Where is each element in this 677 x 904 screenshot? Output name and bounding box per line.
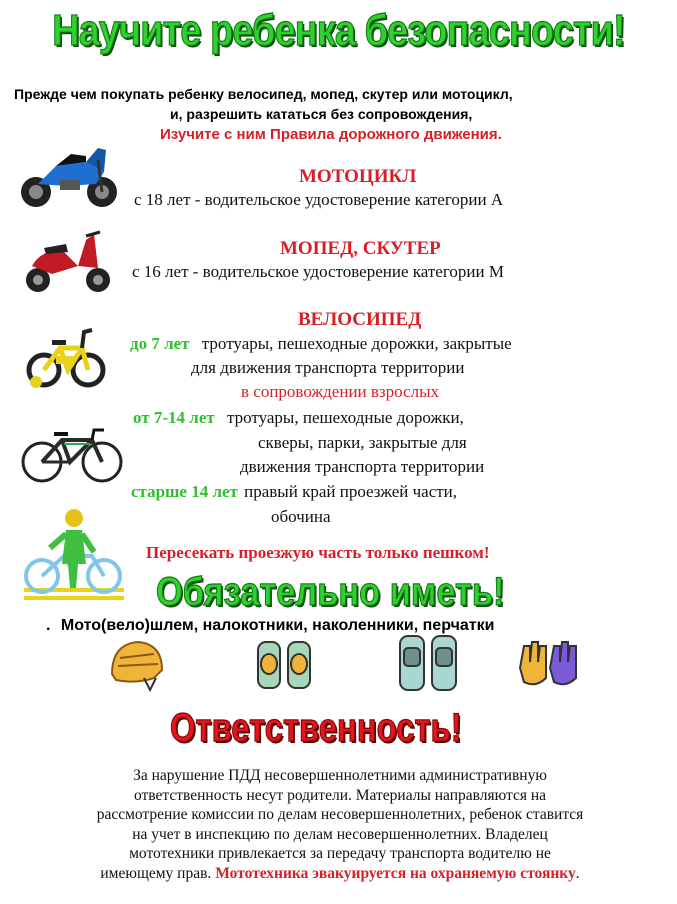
- bike-under-7-text-2: для движения транспорта территории: [191, 358, 465, 377]
- elbow-pads-icon: [256, 636, 312, 694]
- responsibility-line-6: имеющему прав.: [100, 864, 212, 882]
- page-title: Научите ребенка безопасности!: [52, 6, 625, 55]
- moped-heading: МОПЕД, СКУТЕР: [280, 238, 441, 259]
- responsibility-line-5: мототехники привлекается за передачу транспорта водителю не: [129, 845, 551, 862]
- scooter-icon: [22, 226, 114, 296]
- bike-heading: ВЕЛОСИПЕД: [298, 309, 422, 330]
- responsibility-line-2: ответственность несут родители. Материалы направляются на: [133, 786, 547, 804]
- bike-age-over-14: старше 14 лет: [131, 482, 238, 501]
- responsibility-line-1: За нарушение ПДД несовершеннолетними административную: [133, 767, 547, 784]
- intro-rules-line: Изучите с ним Правила дорожного движения.: [160, 126, 502, 143]
- gloves-icon: [516, 638, 580, 694]
- kids-bicycle-icon: [26, 320, 108, 392]
- intro-line-2: и, разрешить кататься без сопровождения,: [170, 106, 473, 122]
- responsibility-line-3: рассмотрение комиссии по делам несовершеннолетних, ребенок ставится: [96, 806, 584, 823]
- bike-age-7-14: от 7-14 лет: [133, 408, 215, 427]
- bike-under-7-text-1: тротуары, пешеходные дорожки, закрытые: [201, 334, 512, 353]
- helmet-icon: [106, 634, 166, 694]
- intro-line-1: Прежде чем покупать ребенку велосипед, мопед, скутер или мотоцикл,: [14, 86, 513, 102]
- bike-7-14-text-1: тротуары, пешеходные дорожки,: [226, 408, 464, 427]
- must-have-text: Мото(вело)шлем, налокотники, наколенники, перчатки: [60, 617, 495, 634]
- moto-heading: МОТОЦИКЛ: [299, 166, 417, 187]
- bike-7-14-text-3: движения транспорта территории: [240, 457, 485, 476]
- bike-under-7-escort: в сопровождении взрослых: [241, 382, 440, 401]
- bike-age-under-7: до 7 лет: [130, 334, 190, 353]
- responsibility-heading: Ответственность!: [170, 706, 462, 750]
- moto-text: с 18 лет - водительское удостоверение категории А: [134, 190, 504, 209]
- responsibility-line-6-end: .: [575, 864, 580, 882]
- bike-over-14-text-1: правый край проезжей части,: [244, 482, 458, 501]
- responsibility-line-4: на учет в инспекцию по делам несовершеннолетних. Владелец: [132, 825, 548, 843]
- moped-text: с 16 лет - водительское удостоверение категории М: [132, 262, 504, 281]
- must-have-heading: Обязательно иметь!: [156, 570, 505, 614]
- knee-pads-icon: [398, 632, 458, 694]
- responsibility-text: [40, 766, 640, 883]
- evacuation-warning: Мототехника эвакуируется на охраняемую стоянку: [215, 864, 576, 882]
- pedestrian-with-bicycle-icon: [24, 508, 124, 606]
- motorcycle-icon: [16, 140, 126, 212]
- must-have-prefix: .: [46, 617, 51, 634]
- bicycle-icon: [20, 420, 124, 486]
- bike-over-14-text-2: обочина: [271, 507, 331, 526]
- bike-7-14-text-2: скверы, парки, закрытые для: [258, 433, 467, 452]
- crossing-warning: Пересекать проезжую часть только пешком!: [146, 543, 490, 562]
